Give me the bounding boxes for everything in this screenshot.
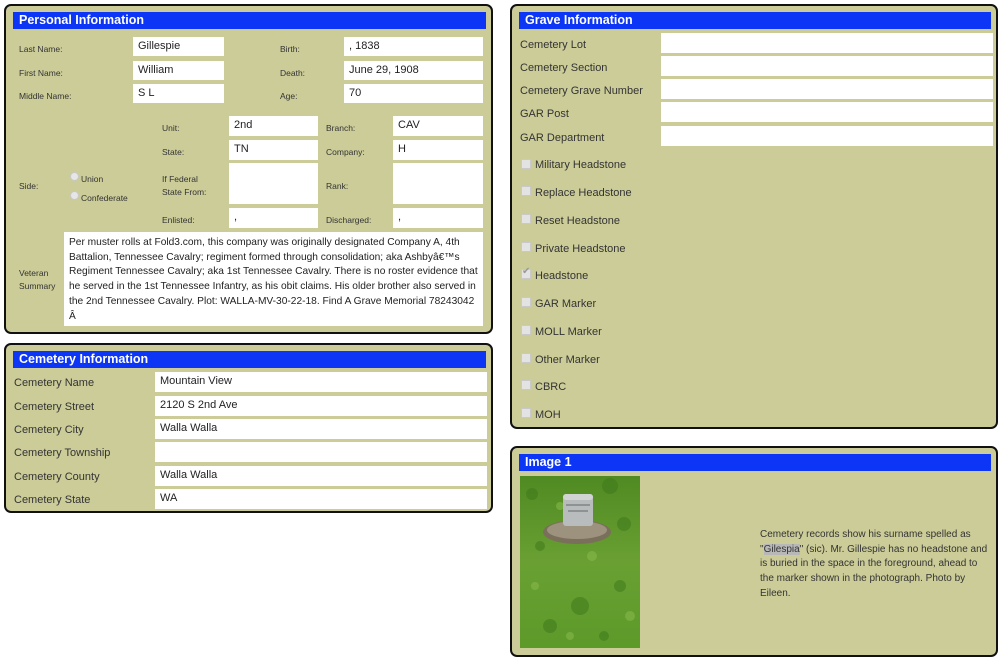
cemetery-township-field[interactable] <box>155 442 487 462</box>
age-field[interactable]: 70 <box>344 84 483 103</box>
cemetery-state-label: Cemetery State <box>14 494 91 506</box>
cemetery-section-field[interactable] <box>661 56 993 76</box>
moll-marker-label: MOLL Marker <box>535 326 602 338</box>
headstone-checkbox[interactable] <box>521 266 531 279</box>
replace-headstone-label: Replace Headstone <box>535 187 632 199</box>
image-panel <box>510 446 998 657</box>
first-name-field[interactable]: William <box>133 61 224 80</box>
unit-label: Unit: <box>162 123 180 133</box>
moh-checkbox[interactable] <box>521 408 531 418</box>
cemetery-county-label: Cemetery County <box>14 471 100 483</box>
image-title: Image 1 <box>519 454 991 471</box>
enlisted-label: Enlisted: <box>162 215 195 225</box>
middle-name-label: Middle Name: <box>19 91 72 101</box>
cemetery-street-field[interactable]: 2120 S 2nd Ave <box>155 396 487 416</box>
replace-headstone-checkbox[interactable] <box>521 186 531 196</box>
birth-field[interactable]: , 1838 <box>344 37 483 56</box>
cemetery-state-field[interactable]: WA <box>155 489 487 509</box>
image-caption-text-2: " (sic). Mr. Gillespie has no headstone and is buried in the space in the foreground, ahead to the marker shown in the photograph. Photo by Eileen. <box>760 543 988 599</box>
personal-information-panel <box>4 4 493 334</box>
cemetery-township-label: Cemetery Township <box>14 447 111 459</box>
veteran-summary-label: Veteran <box>19 268 49 278</box>
age-label: Age: <box>280 91 298 101</box>
military-headstone-label: Military Headstone <box>535 159 627 171</box>
union-radio-label: Union <box>81 174 104 184</box>
first-name-label: First Name: <box>19 68 63 78</box>
cbrc-label: CBRC <box>535 381 567 393</box>
last-name-label: Last Name: <box>19 44 63 54</box>
private-headstone-checkbox[interactable] <box>521 242 531 252</box>
cemetery-information-panel <box>4 343 493 513</box>
discharged-label: Discharged: <box>326 215 372 225</box>
military-headstone-checkbox[interactable] <box>521 159 531 169</box>
highlighted-surname: Gilespia <box>763 543 800 555</box>
federal-state-field[interactable] <box>229 163 318 204</box>
confederate-radio-label: Confederate <box>81 193 128 203</box>
enlisted-field[interactable]: , <box>229 208 318 228</box>
moll-marker-checkbox[interactable] <box>521 325 531 335</box>
image-caption-text: Cemetery records show his surname spelled as <box>760 529 971 540</box>
reset-headstone-checkbox[interactable] <box>521 214 531 224</box>
grave-photo[interactable] <box>520 476 640 648</box>
cemetery-lot-label: Cemetery Lot <box>520 39 587 51</box>
cemetery-information-title: Cemetery Information <box>13 351 486 368</box>
discharged-field[interactable]: , <box>393 208 483 228</box>
company-field[interactable]: H <box>393 140 483 160</box>
cemetery-grave-number-label: Cemetery Grave Number <box>520 85 643 97</box>
confederate-radio[interactable] <box>70 191 79 200</box>
other-marker-label: Other Marker <box>535 354 600 366</box>
gar-marker-checkbox[interactable] <box>521 297 531 307</box>
rank-label: Rank: <box>326 181 349 191</box>
cemetery-name-label: Cemetery Name <box>14 377 95 389</box>
veteran-summary-field[interactable]: Per muster rolls at Fold3.com, this company was originally designated Company A, 4th Battalion, Tennessee Cavalry; regiment formed through consolidation; aka Ashbyâ€™s Regiment Tennessee Cavalry; aka 1st Tennessee Cavalry. There is no roster evidence that he served in the 1st Tennessee Infantry, as his obit claims. His older brother also served in the 2nd Tennessee Cavalry. Plot: WALLA-MV-30-22-18. Find A Grave Memorial 78243042 Â <box>64 232 483 326</box>
image-caption <box>760 528 992 602</box>
checkmark-icon: ✔ <box>522 266 531 277</box>
cemetery-county-field[interactable]: Walla Walla <box>155 466 487 486</box>
personal-information-title: Personal Information <box>13 12 486 29</box>
rank-field[interactable] <box>393 163 483 204</box>
death-label: Death: <box>280 68 306 78</box>
cemetery-grave-number-field[interactable] <box>661 79 993 99</box>
gar-department-label: GAR Department <box>520 132 605 144</box>
last-name-field[interactable]: Gillespie <box>133 37 224 56</box>
gar-marker-label: GAR Marker <box>535 298 597 310</box>
cemetery-section-label: Cemetery Section <box>520 62 608 74</box>
veteran-summary-label-2: Summary <box>19 281 56 291</box>
middle-name-field[interactable]: S L <box>133 84 224 103</box>
gar-department-field[interactable] <box>661 126 993 146</box>
branch-label: Branch: <box>326 123 356 133</box>
grave-information-panel <box>510 4 998 429</box>
grave-information-title: Grave Information <box>519 12 991 29</box>
cemetery-name-field[interactable]: Mountain View <box>155 372 487 392</box>
moh-label: MOH <box>535 409 561 421</box>
cemetery-city-field[interactable]: Walla Walla <box>155 419 487 439</box>
union-radio[interactable] <box>70 172 79 181</box>
grave-photo-image <box>520 476 640 648</box>
death-field[interactable]: June 29, 1908 <box>344 61 483 80</box>
unit-field[interactable]: 2nd <box>229 116 318 136</box>
headstone-label: Headstone <box>535 270 589 282</box>
gar-post-label: GAR Post <box>520 108 569 120</box>
state-label: State: <box>162 147 185 157</box>
gar-post-field[interactable] <box>661 102 993 122</box>
cbrc-checkbox[interactable] <box>521 380 531 390</box>
image-caption-quote: " <box>760 543 764 555</box>
cemetery-city-label: Cemetery City <box>14 424 84 436</box>
other-marker-checkbox[interactable] <box>521 353 531 363</box>
federal-state-label: If Federal <box>162 174 198 184</box>
branch-field[interactable]: CAV <box>393 116 483 136</box>
reset-headstone-label: Reset Headstone <box>535 215 620 227</box>
side-label: Side: <box>19 181 39 191</box>
company-label: Company: <box>326 147 365 157</box>
cemetery-lot-field[interactable] <box>661 33 993 53</box>
state-field[interactable]: TN <box>229 140 318 160</box>
cemetery-street-label: Cemetery Street <box>14 401 95 413</box>
federal-state-label-2: State From: <box>162 187 207 197</box>
private-headstone-label: Private Headstone <box>535 243 626 255</box>
birth-label: Birth: <box>280 44 300 54</box>
